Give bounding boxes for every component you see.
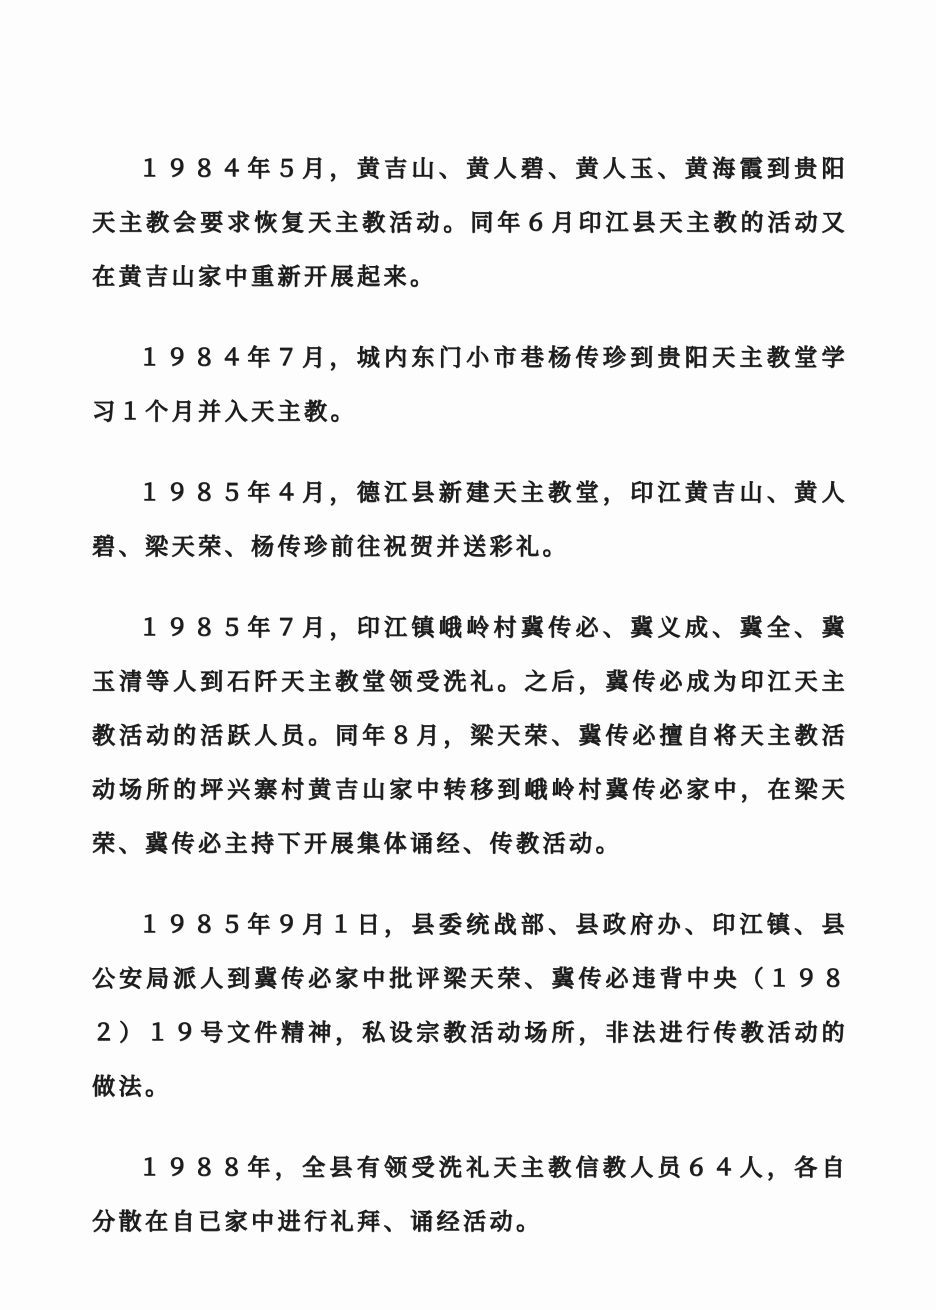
paragraph-1985-september: １９８５年９月１日，县委统战部、县政府办、印江镇、县公安局派人到冀传必家中批评梁天荣、冀传必违背中央（１９８２）１９号文件精神，私设宗教活动场所，非法进行传教活动的做法。	[92, 911, 848, 1100]
paragraph-1984-may: １９８４年５月，黄吉山、黄人碧、黄人玉、黄海霞到贵阳天主教会要求恢复天主教活动。同年６月印江县天主教的活动又在黄吉山家中重新开展起来。	[92, 155, 848, 290]
paragraph-1985-july: １９８５年７月，印江镇峨岭村冀传必、冀义成、冀全、冀玉清等人到石阡天主教堂领受洗礼。之后，冀传必成为印江天主教活动的活跃人员。同年８月，梁天荣、冀传必擅自将天主教活动场所的坪兴寨村黄吉山家中转移到峨岭村冀传必家中，在梁天荣、冀传必主持下开展集体诵经、传教活动。	[92, 614, 848, 857]
paragraph-1988: １９８８年，全县有领受洗礼天主教信教人员６４人，各自分散在自已家中进行礼拜、诵经活动。	[92, 1154, 848, 1235]
paragraph-1984-july: １９８４年７月，城内东门小市巷杨传珍到贵阳天主教堂学习１个月并入天主教。	[92, 344, 848, 425]
paragraph-1985-april: １９８５年４月，德江县新建天主教堂，印江黄吉山、黄人碧、梁天荣、杨传珍前往祝贺并送彩礼。	[92, 479, 848, 560]
document-body	[92, 142, 848, 1276]
